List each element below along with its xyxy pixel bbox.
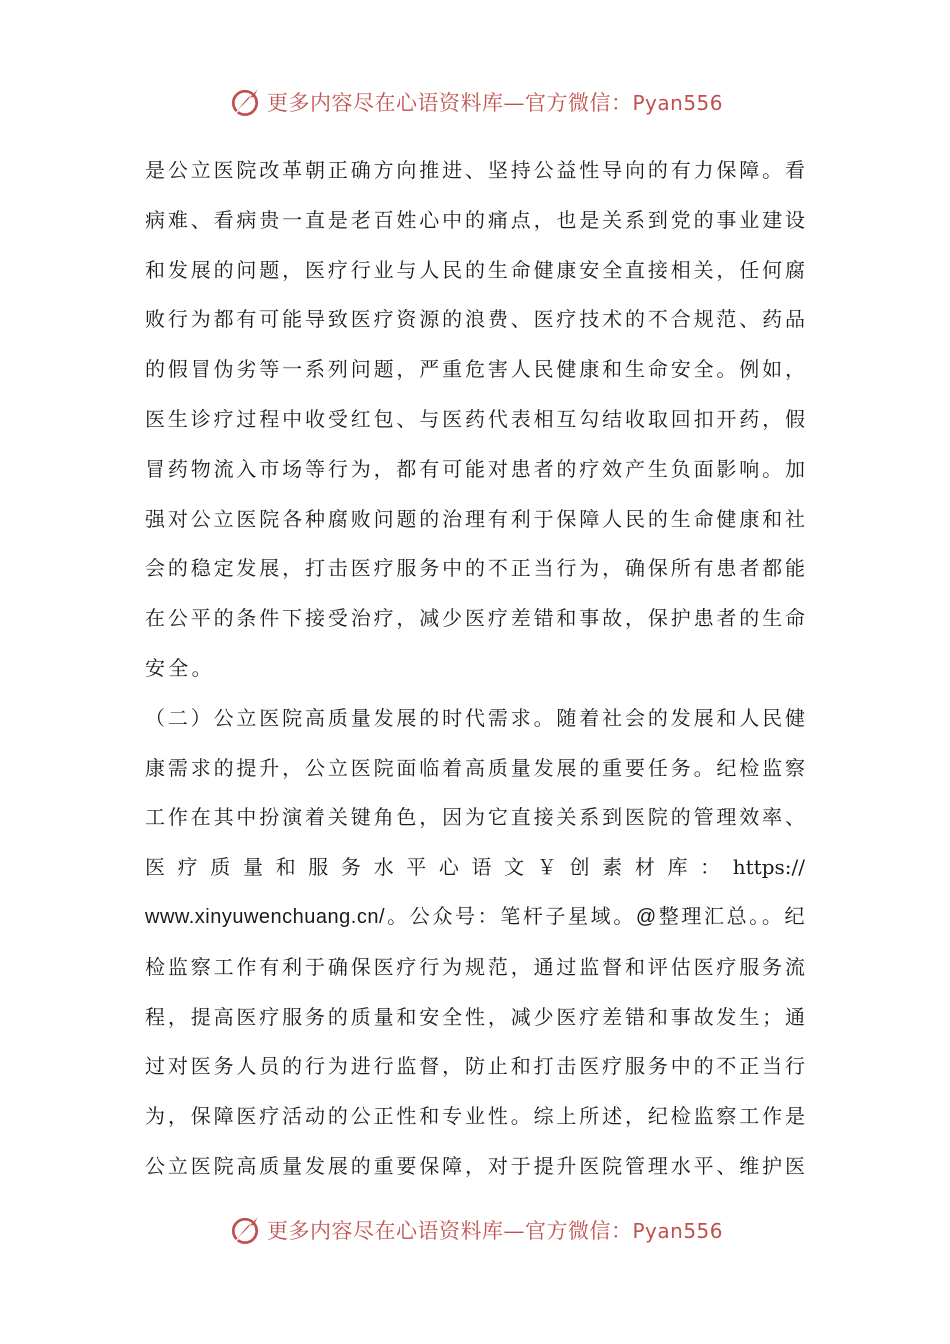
- text-line: 公立医院高质量发展的重要保障，对于提升医院管理水平、维护医: [145, 1153, 805, 1178]
- document-body: [145, 146, 805, 1192]
- text-line: 医生诊疗过程中收受红包、与医药代表相互勾结收取回扣开药，假: [145, 406, 805, 431]
- footer-banner-text: 更多内容尽在心语资料库—官方微信：Pyan556: [266, 1219, 723, 1243]
- text-line: 检监察工作有利于确保医疗行为规范，通过监督和评估医疗服务流: [145, 954, 805, 979]
- text-line: 在公平的条件下接受治疗，减少医疗差错和事故，保护患者的生命: [145, 606, 805, 631]
- text-line: 强对公立医院各种腐败问题的治理有利于保障人民的生命健康和社: [145, 506, 805, 531]
- text-line: 病难、看病贵一直是老百姓心中的痛点，也是关系到党的事业建设: [145, 207, 805, 232]
- text-line: 的假冒伪劣等一系列问题，严重危害人民健康和生命安全。例如，: [145, 357, 805, 382]
- text-line: 程，提高医疗服务的质量和安全性，减少医疗差错和事故发生；通: [145, 1004, 805, 1029]
- text-line: 安全。: [145, 655, 215, 680]
- text-line-with-url: www.xinyuwenchuang.cn/。公众号：笔杆子星域。@整理汇总。。纪: [145, 905, 805, 928]
- text-line: 康需求的提升，公立医院面临着高质量发展的重要任务。纪检监察: [145, 755, 805, 780]
- text-line: 和发展的问题，医疗行业与人民的生命健康安全直接相关，任何腐: [145, 257, 805, 282]
- text-line: 为，保障医疗活动的公正性和专业性。综上所述，纪检监察工作是: [145, 1104, 805, 1129]
- text-line: 过对医务人员的行为进行监督，防止和打击医疗服务中的不正当行: [145, 1054, 805, 1079]
- footer-banner: [0, 1208, 950, 1252]
- text-line: 是公立医院改革朝正确方向推进、坚持公益性导向的有力保障。看: [145, 158, 805, 182]
- footer-wechat-id: Pyan556: [632, 1219, 723, 1243]
- section-heading-line: （二）公立医院高质量发展的时代需求。随着社会的发展和人民健: [145, 705, 805, 730]
- quill-logo-icon: [227, 84, 263, 120]
- text-line: 工作在其中扮演着关键角色，因为它直接关系到医院的管理效率、: [145, 805, 805, 830]
- text-line-with-url: 医 疗 质 量 和 服 务 水 平 心 语 文 ￥ 创 素 材 库 ： https://: [145, 855, 805, 880]
- header-banner: [0, 80, 950, 124]
- header-banner-text: 更多内容尽在心语资料库—官方微信：Pyan556: [266, 91, 723, 115]
- text-line: 会的稳定发展，打击医疗服务中的不正当行为，确保所有患者都能: [145, 556, 805, 581]
- text-line: 冒药物流入市场等行为，都有可能对患者的疗效产生负面影响。加: [145, 456, 805, 481]
- text-line: 败行为都有可能导致医疗资源的浪费、医疗技术的不合规范、药品: [145, 307, 805, 332]
- quill-logo-icon: [227, 1212, 263, 1248]
- header-wechat-id: Pyan556: [632, 91, 723, 115]
